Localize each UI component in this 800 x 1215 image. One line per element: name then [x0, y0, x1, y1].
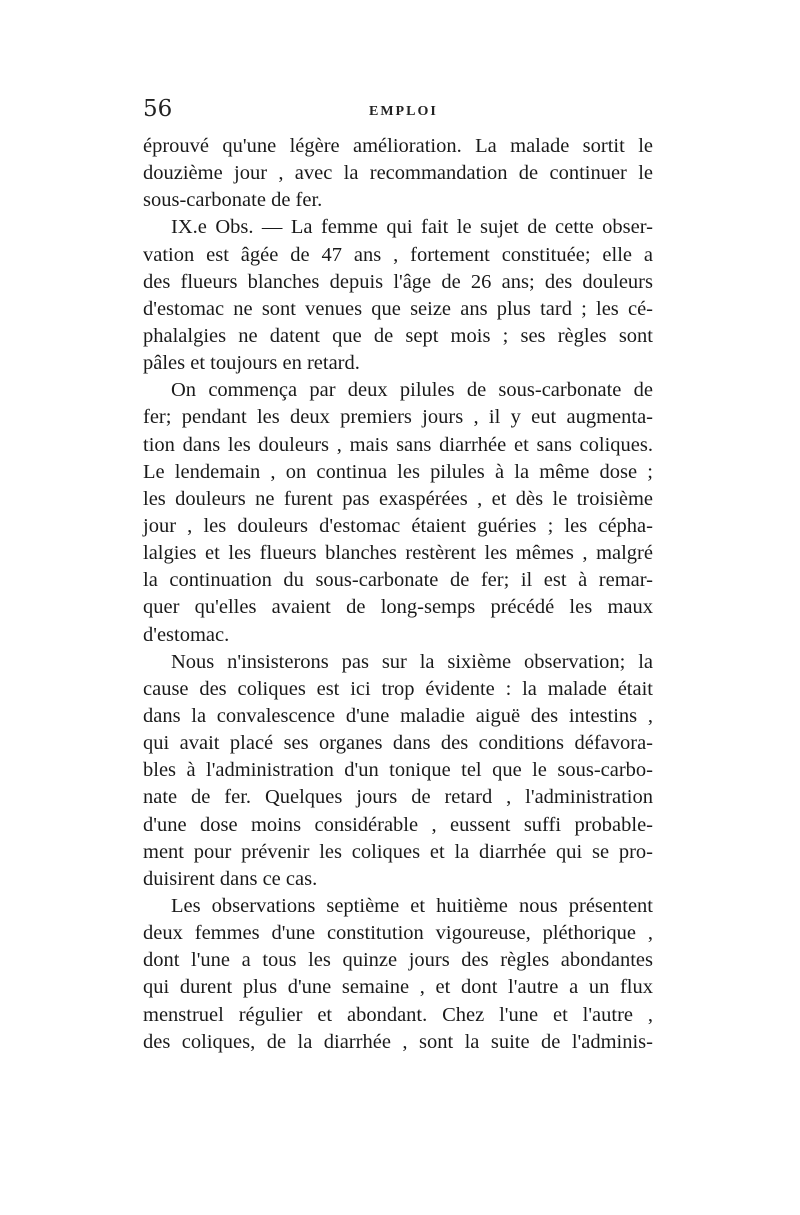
text-line: dans la convalescence d'une maladie aiguë des intestins ,: [143, 704, 653, 727]
text-line: nate de fer. Quelques jours de retard , l'administration: [143, 786, 653, 809]
text-line: menstruel régulier et abondant. Chez l'une et l'autre ,: [143, 1003, 653, 1026]
text-line: lalgies et les flueurs blanches restèrent les mêmes , malgré: [143, 542, 653, 565]
text-line: duisirent dans ce cas.: [143, 867, 318, 890]
text-line: la continuation du sous-carbonate de fer; il est à remar-: [143, 569, 653, 592]
text-line: des coliques, de la diarrhée , sont la suite de l'adminis-: [143, 1030, 653, 1053]
text-line: qui durent plus d'une semaine , et dont l'autre a un flux: [143, 976, 653, 999]
body-text: [143, 133, 653, 1056]
text-line: quer qu'elles avaient de long-semps précédé les maux: [143, 596, 653, 619]
page-number: 56: [143, 96, 173, 122]
text-line: Les observations septième et huitième nous présentent: [171, 894, 653, 917]
text-line: pâles et toujours en retard.: [143, 352, 360, 375]
text-line: IX.e Obs. — La femme qui fait le sujet de cette obser-: [171, 216, 653, 239]
text-line: cause des coliques est ici trop évidente : la malade était: [143, 677, 653, 700]
text-line: éprouvé qu'une légère amélioration. La malade sortit le: [143, 135, 653, 157]
page-header: [143, 96, 663, 126]
text-line: les douleurs ne furent pas exaspérées , et dès le troisième: [143, 487, 653, 510]
text-line: qui avait placé ses organes dans des conditions défavora-: [143, 732, 653, 755]
text-line: ment pour prévenir les coliques et la diarrhée qui se pro-: [143, 840, 653, 863]
text-line: d'une dose moins considérable , eussent suffi probable-: [143, 813, 653, 836]
text-line: sous-carbonate de fer.: [143, 189, 323, 212]
text-line: douzième jour , avec la recommandation de continuer le: [143, 162, 653, 185]
text-line: Nous n'insisterons pas sur la sixième observation; la: [171, 650, 653, 673]
text-line: dont l'une a tous les quinze jours des règles abondantes: [143, 949, 653, 972]
text-line: des flueurs blanches depuis l'âge de 26 ans; des douleurs: [143, 270, 653, 293]
text-line: vation est âgée de 47 ans , fortement constituée; elle a: [143, 243, 653, 266]
text-line: fer; pendant les deux premiers jours , il y eut augmenta-: [143, 406, 653, 429]
text-line: On commença par deux pilules de sous-carbonate de: [171, 379, 653, 402]
text-line: phalalgies ne datent que de sept mois ; ses règles sont: [143, 324, 653, 347]
text-line: Le lendemain , on continua les pilules à la même dose ;: [143, 460, 653, 483]
running-head: EMPLOI: [369, 104, 438, 119]
text-line: d'estomac ne sont venues que seize ans plus tard ; les cé-: [143, 297, 653, 320]
text-line: d'estomac.: [143, 623, 230, 646]
text-line: jour , les douleurs d'estomac étaient guéries ; les cépha-: [143, 514, 653, 537]
text-line: deux femmes d'une constitution vigoureuse, pléthorique ,: [143, 922, 653, 945]
text-line: bles à l'administration d'un tonique tel que le sous-carbo-: [143, 759, 653, 782]
text-line: tion dans les douleurs , mais sans diarrhée et sans coliques.: [143, 433, 653, 456]
